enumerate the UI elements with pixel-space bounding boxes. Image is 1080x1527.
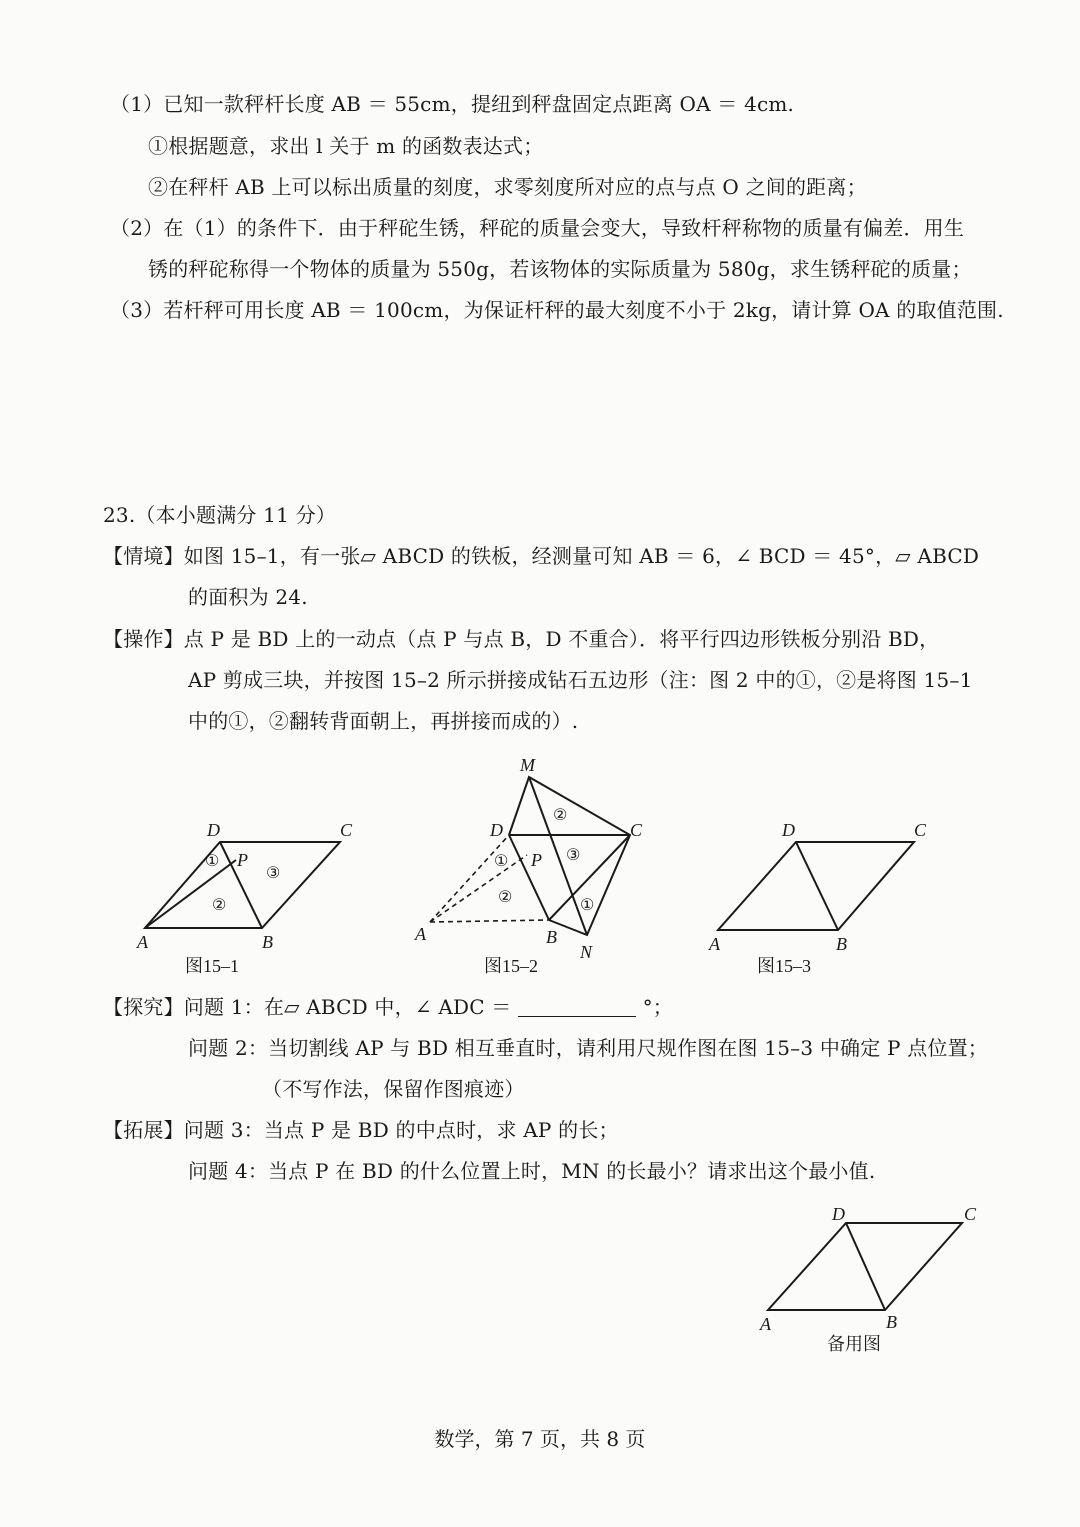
fig2-region-3: ③	[566, 847, 581, 864]
explore-q1-unit: °；	[642, 995, 674, 1019]
fig1-label-d: D	[207, 820, 220, 840]
figure-15-2	[430, 777, 630, 935]
fig2-label-a: A	[415, 924, 426, 944]
fig1-cut-ap	[145, 860, 236, 928]
fig2-region-2-top: ②	[553, 807, 568, 824]
fig2-dashed-ab	[430, 920, 549, 922]
explore-question-2: 问题 2：当切割线 AP 与 BD 相互垂直时，请利用尺规作图在图 15–3 中确定 P 点位置；	[188, 1036, 989, 1060]
fig1-label-b: B	[262, 932, 273, 952]
page-footer: 数学，第 7 页，共 8 页	[434, 1427, 646, 1451]
spare-diagonal-bd	[846, 1223, 885, 1310]
fig3-label-b: B	[836, 934, 847, 954]
fig2-label-n: N	[580, 942, 593, 962]
fig2-label-m: M	[520, 755, 535, 775]
question-23-title: 23.（本小题满分 11 分）	[103, 503, 336, 527]
explore-question-2-note: （不写作法，保留作图痕迹）	[262, 1077, 525, 1101]
spare-label-b: B	[886, 1312, 897, 1332]
spare-label-d: D	[832, 1204, 845, 1224]
fig2-db	[509, 835, 549, 920]
fig1-label-p: P	[237, 850, 248, 870]
spare-figure	[768, 1223, 962, 1310]
fig3-caption: 图15–3	[757, 956, 811, 976]
context-line-1: 【情境】如图 15–1，有一张▱ ABCD 的铁板，经测量可知 AB ＝ 6，∠ BCD ＝ 45°，▱ ABCD	[103, 544, 980, 568]
fig2-caption: 图15–2	[484, 956, 538, 976]
spare-caption: 备用图	[827, 1334, 881, 1354]
fig2-region-1-right: ①	[580, 897, 595, 914]
fig1-label-c: C	[340, 820, 353, 840]
fig1-region-2: ②	[212, 897, 227, 914]
spare-label-a: A	[760, 1314, 771, 1334]
fig1-label-a: A	[137, 932, 148, 952]
fig3-label-c: C	[914, 820, 927, 840]
part-1-sub-2: ②在秤杆 AB 上可以标出质量的刻度，求零刻度所对应的点与点 O 之间的距离；	[148, 175, 867, 199]
fig3-diagonal-bd	[796, 842, 838, 930]
part-1-sub-1: ①根据题意，求出 l 关于 m 的函数表达式；	[148, 134, 544, 158]
operation-line-2: AP 剪成三块，并按图 15–2 所示拼接成钻石五边形（注：图 2 中的①，②是将图 15–1	[188, 668, 973, 692]
fig2-label-c: C	[630, 820, 643, 840]
part-2: （2）在（1）的条件下．由于秤砣生锈，秤砣的质量会变大，导致杆秤称物的质量有偏差．用生	[110, 216, 965, 240]
operation-line-3: 中的①，②翻转背面朝上，再拼接而成的）.	[188, 709, 579, 733]
fig3-label-d: D	[782, 820, 795, 840]
operation-line-1: 【操作】点 P 是 BD 上的一动点（点 P 与点 B，D 不重合）．将平行四边形铁板分别沿 BD，	[103, 627, 940, 651]
fig2-label-d: D	[490, 820, 503, 840]
fig1-region-1: ①	[205, 853, 220, 870]
fig2-region-2-left: ②	[498, 889, 513, 906]
part-3: （3）若杆秤可用长度 AB ＝ 100cm，为保证杆秤的最大刻度不小于 2kg，请计算 OA 的取值范围.	[110, 298, 1004, 322]
extend-question-4: 问题 4：当点 P 在 BD 的什么位置上时，MN 的长最小？请求出这个最小值.	[188, 1159, 876, 1183]
part-1: （1）已知一款秤杆长度 AB ＝ 55cm，提纽到秤盘固定点距离 OA ＝ 4cm.	[110, 92, 795, 116]
extend-question-3: 【拓展】问题 3：当点 P 是 BD 的中点时，求 AP 的长；	[103, 1118, 619, 1142]
spare-label-c: C	[964, 1204, 977, 1224]
fig1-region-3: ③	[266, 865, 281, 882]
fig2-dashed-ap	[430, 855, 527, 922]
fig1-caption: 图15–1	[185, 956, 239, 976]
fig2-region-1-left: ①	[494, 853, 509, 870]
fig2-dashed-ad	[430, 835, 509, 922]
fig3-label-a: A	[709, 934, 720, 954]
explore-q1-text: 【探究】问题 1：在▱ ABCD 中，∠ ADC ＝	[103, 995, 512, 1019]
fig2-label-p: P	[531, 850, 542, 870]
fig2-label-b: B	[546, 927, 557, 947]
part-2-cont: 锈的秤砣称得一个物体的质量为 550g，若该物体的实际质量为 580g，求生锈秤砣的质量；	[148, 257, 972, 281]
figure-15-3	[718, 842, 914, 930]
context-line-2: 的面积为 24.	[188, 585, 308, 609]
